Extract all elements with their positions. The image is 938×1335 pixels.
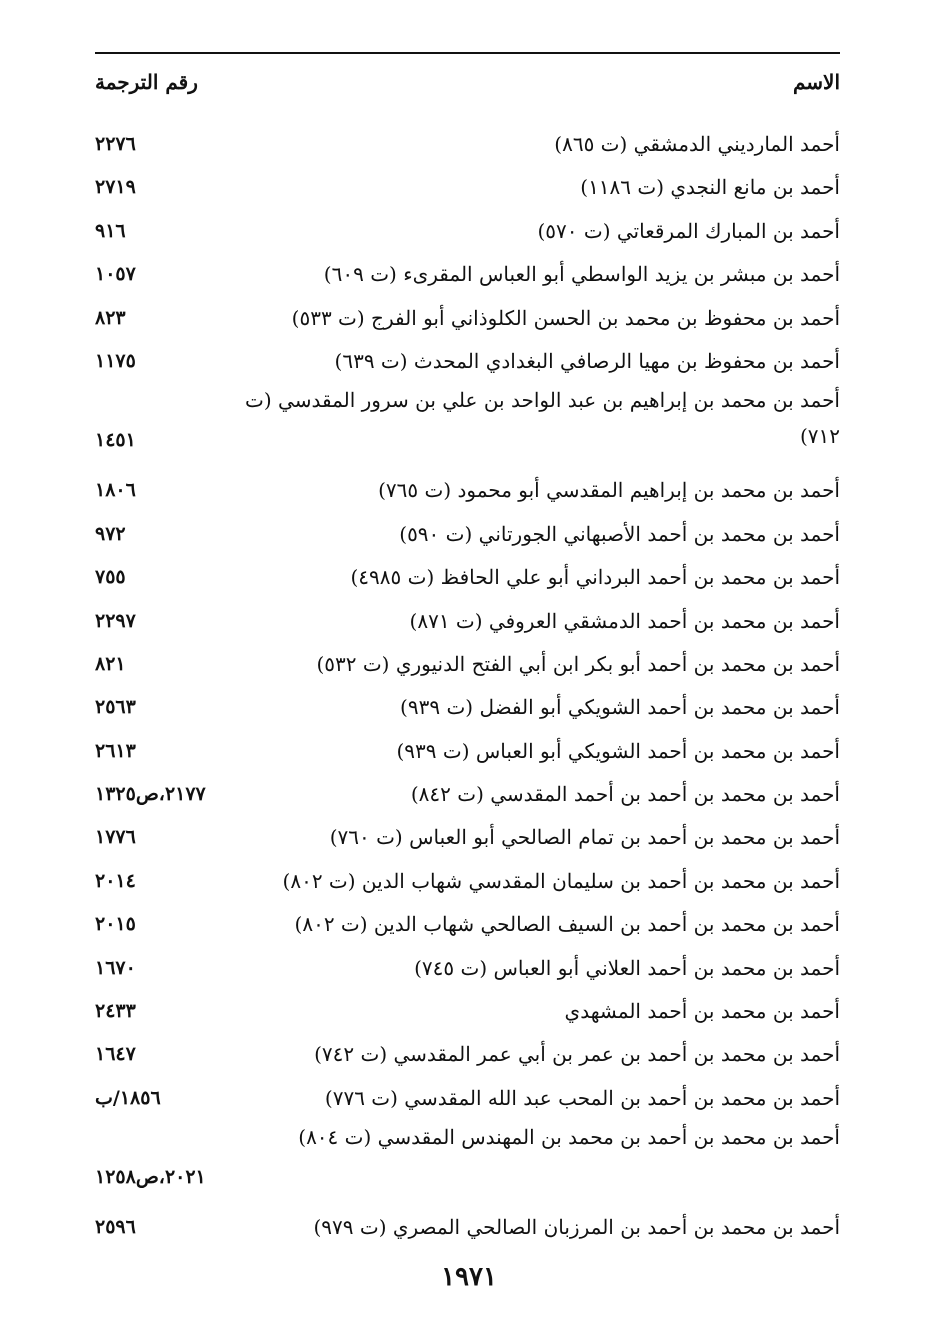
list-item xyxy=(95,122,840,165)
entry-name: أحمد بن محمد بن أحمد العلاني أبو العباس (ت ٧٤٥) xyxy=(414,955,840,980)
entry-reference-number: ٢٤٣٣ xyxy=(95,1000,136,1023)
list-item xyxy=(95,599,840,642)
entry-name: أحمد المارديني الدمشقي (ت ٨٦٥) xyxy=(554,132,840,156)
list-item xyxy=(95,512,840,555)
list-item xyxy=(95,555,840,598)
entry-reference-number: ٢٠٢١،ص١٢٥٨ xyxy=(95,1166,206,1189)
entry-name: أحمد بن محمد بن أحمد المشهدي xyxy=(564,999,840,1024)
top-rule xyxy=(95,52,840,54)
entry-name: أحمد بن محمد بن أحمد الشويكي أبو العباس (ت ٩٣٩) xyxy=(396,738,840,763)
list-item xyxy=(95,902,840,945)
entry-reference-number: ٩٧٢ xyxy=(95,522,126,545)
list-item xyxy=(95,772,840,815)
entry-reference-number: ٢٧١٩ xyxy=(95,176,136,199)
list-item xyxy=(95,296,840,339)
list-item xyxy=(95,1205,840,1248)
list-item xyxy=(95,1076,840,1119)
list-item xyxy=(95,468,840,511)
entry-reference-number: ١٠٥٧ xyxy=(95,263,136,286)
list-item xyxy=(95,165,840,208)
entry-reference-number: ٢١٧٧،ص١٣٢٥ xyxy=(95,783,206,806)
entry-name: أحمد بن محمد بن أحمد بن المحب عبد الله المقدسي (ت ٧٧٦) xyxy=(324,1085,840,1110)
entry-reference-number: ٢٠١٤ xyxy=(95,869,136,892)
list-item xyxy=(95,642,840,685)
list-item xyxy=(95,209,840,252)
entry-reference-number: ٢٠١٥ xyxy=(95,913,136,936)
entry-name: أحمد بن محمد بن أحمد بن المرزبان الصالحي المصري (ت ٩٧٩) xyxy=(313,1215,840,1240)
entry-name: أحمد بن محمد بن إبراهيم المقدسي أبو محمود (ت ٧٦٥) xyxy=(378,478,840,503)
entry-reference-number: ١٨٠٦ xyxy=(95,479,136,502)
list-item xyxy=(95,685,840,728)
entry-reference-number: ١٧٧٦ xyxy=(95,826,136,849)
entry-reference-number: ٢٥٩٦ xyxy=(95,1216,136,1239)
entry-reference-number: ٢٢٧٦ xyxy=(95,133,136,155)
entry-reference-number: ١٤٥١ xyxy=(95,429,136,452)
entry-name: أحمد بن المبارك المرقعاتي (ت ٥٧٠) xyxy=(537,218,840,243)
entry-name: أحمد بن مانع النجدي (ت ١١٨٦) xyxy=(580,175,840,200)
entry-name: أحمد بن مبشر بن يزيد الواسطي أبو العباس المقرىء (ت ٦٠٩) xyxy=(323,262,840,287)
entries-list xyxy=(95,122,840,1249)
list-item xyxy=(95,1119,840,1205)
list-item xyxy=(95,382,840,468)
entry-name: أحمد بن محمد بن أحمد الأصبهاني الجورتاني (ت ٥٩٠) xyxy=(399,521,840,546)
entry-name: أحمد بن محمد بن أحمد بن السيف الصالحي شهاب الدين (ت ٨٠٢) xyxy=(294,912,840,937)
entry-reference-number: ١٦٧٠ xyxy=(95,956,136,979)
list-item xyxy=(95,252,840,295)
list-item xyxy=(95,946,840,989)
entry-name: أحمد بن محمد بن أحمد بن سليمان المقدسي شهاب الدين (ت ٨٠٢) xyxy=(282,868,840,893)
entry-name: أحمد بن محمد بن أحمد أبو بكر ابن أبي الفتح الدنيوري (ت ٥٣٢) xyxy=(316,651,840,676)
list-item xyxy=(95,729,840,772)
list-item xyxy=(95,815,840,858)
entry-name: أحمد بن محمد بن أحمد بن محمد بن المهندس المقدسي (ت ٨٠٤) xyxy=(298,1125,840,1150)
entry-reference-number: ٢٢٩٧ xyxy=(95,609,136,632)
entry-name: أحمد بن محمد بن أحمد الدمشقي العروفي (ت ٨٧١) xyxy=(409,608,840,633)
entry-name: أحمد بن محمد بن أحمد بن عمر بن أبي عمر المقدسي (ت ٧٤٢) xyxy=(314,1042,840,1067)
entry-name: أحمد بن محفوظ بن محمد بن الحسن الكلوذاني أبو الفرج (ت ٥٣٣) xyxy=(291,305,840,330)
list-item xyxy=(95,989,840,1032)
entry-reference-number: ١٨٥٦/ب xyxy=(95,1086,161,1109)
entry-reference-number: ١١٧٥ xyxy=(95,349,136,372)
entry-reference-number: ٩١٦ xyxy=(95,219,126,242)
list-item xyxy=(95,339,840,382)
entry-name: أحمد بن محمد بن أحمد بن أحمد المقدسي (ت ٨٤٢) xyxy=(410,782,840,807)
entry-reference-number: ٢٥٦٣ xyxy=(95,696,136,719)
page-number: ١٩٧١ xyxy=(441,1262,497,1292)
entry-name: أحمد بن محمد بن أحمد البرداني أبو علي الحافظ (ت ٤٩٨٥) xyxy=(350,565,840,590)
entry-reference-number: ٢٦١٣ xyxy=(95,739,136,762)
entry-reference-number: ٧٥٥ xyxy=(95,566,126,589)
entry-name: أحمد بن محمد بن إبراهيم بن عبد الواحد بن علي بن سرور المقدسي (ت ٧١٢) xyxy=(245,388,840,449)
name-column-header: الاسم xyxy=(792,70,840,94)
entry-reference-number: ١٦٤٧ xyxy=(95,1043,136,1066)
entry-reference-number: ٨٢٣ xyxy=(95,306,126,329)
list-item xyxy=(95,1032,840,1075)
entry-name: أحمد بن محمد بن أحمد الشويكي أبو الفضل (ت ٩٣٩) xyxy=(400,695,840,720)
entry-name: أحمد بن محفوظ بن مهيا الرصافي البغدادي المحدث (ت ٦٣٩) xyxy=(334,348,840,373)
entry-name: أحمد بن محمد بن أحمد بن تمام الصالحي أبو العباس (ت ٧٦٠) xyxy=(329,825,840,850)
number-column-header: رقم الترجمة xyxy=(95,70,198,94)
list-item xyxy=(95,859,840,902)
entry-reference-number: ٨٢١ xyxy=(95,652,126,675)
table-header xyxy=(95,70,840,106)
